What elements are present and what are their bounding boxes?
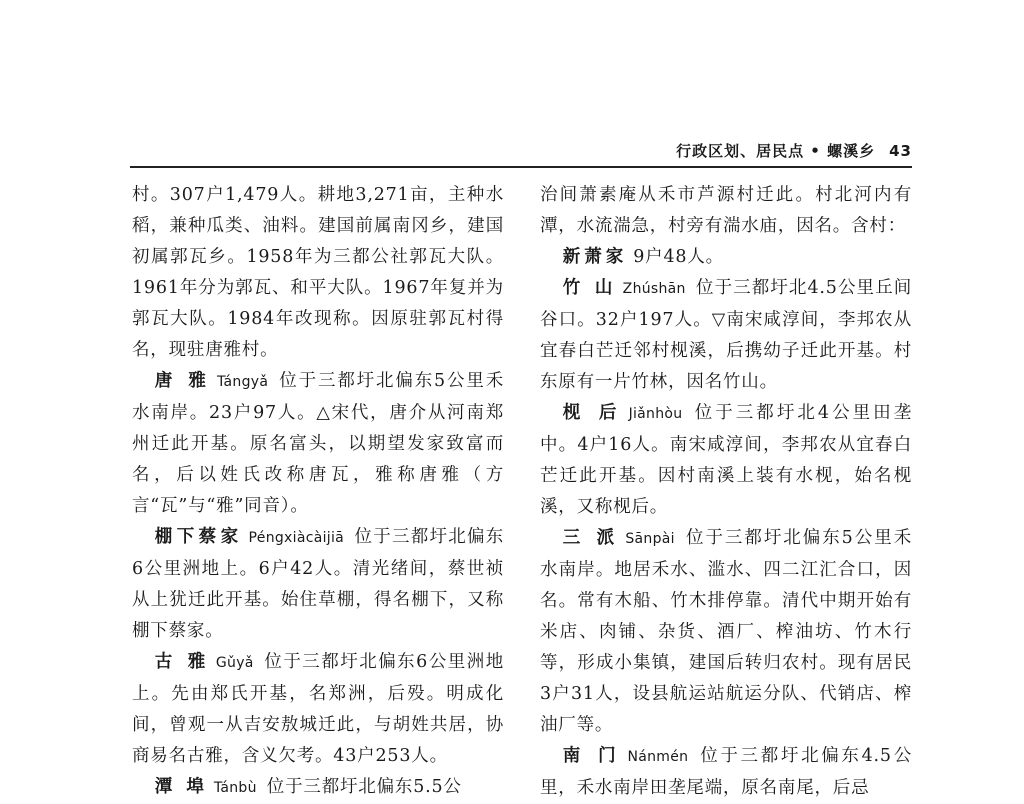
entry-pengxia-caijia	[132, 522, 504, 647]
place-pinyin: Tángyǎ	[216, 374, 269, 390]
place-name: 唐 雅	[154, 371, 211, 391]
entry-sanpai	[540, 523, 912, 741]
entry-text: 位于三都圩北偏东6公里洲地上。6户42人。清光绪间，蔡世祯从上犹迁此开基。始住草棚，得名棚下，又称棚下蔡家。	[132, 527, 504, 641]
entry-text: 位于三都圩北偏东6公里洲地上。先由郑氏开基，名郑洲，后殁。明成化间，曾观一从吉安敖城迁此，与胡姓共居，协商易名古雅，含义欠考。43户253人。	[132, 652, 504, 766]
entry-text: 位于三都圩北偏东4.5公里，禾水南岸田垄尾端，原名南尾，后忌	[540, 746, 912, 798]
place-name: 古 雅	[154, 652, 210, 672]
entry-text: 位于三都圩北4.5公里丘间谷口。32户197人。▽南宋咸淳间，李邦农从宜春白芒迁邻村枧溪，后携幼子迁此开基。村东原有一片竹林，因名竹山。	[540, 278, 912, 392]
entry-text: 位于三都圩北偏东5.5公	[266, 777, 462, 797]
entry-nanmen	[540, 741, 912, 804]
entry-tangya	[132, 366, 504, 522]
place-pinyin: Jiǎnhòu	[628, 406, 683, 422]
place-name: 三 派	[562, 528, 620, 548]
entry-text: 9户48人。	[633, 247, 724, 267]
right-column	[540, 180, 913, 798]
entry-text: 位于三都圩北偏东5公里禾水南岸。23户97人。△宋代，唐介从河南郑州迁此开基。原名富头，以期望发家致富而名，后以姓氏改称唐瓦，雅称唐雅（方言“瓦”与“雅”同音）。	[132, 371, 505, 516]
entry-text: 位于三都圩北偏东5公里禾水南岸。地居禾水、滥水、四二江汇合口，因名。常有木船、竹木排停靠。清代中期开始有米店、肉铺、杂货、酒厂、榨油坊、竹木行等，形成小集镇，建国后转归农村。现有居民3户31人，设县航运站航运分队、代销店、榨油厂等。	[540, 528, 912, 735]
place-pinyin: Péngxiàcàijiā	[248, 530, 345, 546]
place-name: 枧 后	[562, 403, 623, 423]
running-header	[130, 140, 912, 164]
entry-tanbu	[132, 772, 504, 804]
continuation-paragraph: 村。307户1,479人。耕地3,271亩，主种水稻，兼种瓜类、油料。建国前属南冈乡，建国初属郭瓦乡。1958年为三都公社郭瓦大队。1961年分为郭瓦、和平大队。1967年复并为郭瓦大队。1984年改现称。因原驻郭瓦村得名，现驻唐雅村。	[132, 185, 504, 360]
place-pinyin: Zhúshān	[622, 281, 686, 297]
sub-entry-xinxiaojia	[540, 242, 912, 273]
place-name: 棚下蔡家	[154, 527, 243, 547]
place-name: 新萧家	[562, 247, 628, 267]
entry-guya	[132, 647, 504, 772]
place-name: 竹 山	[562, 278, 617, 298]
entry-jianhou	[540, 398, 912, 523]
entry-text: 位于三都圩北4公里田垄中。4户16人。南宋咸淳间，李邦农从宜春白芒迁此开基。因村南溪上装有水枧，始名枧溪，又称枧后。	[540, 403, 913, 517]
place-pinyin: Tánbù	[213, 780, 257, 796]
place-name: 潭 埠	[154, 777, 208, 797]
running-title: 行政区划、居民点 • 螺溪乡	[676, 142, 876, 160]
left-column	[132, 180, 505, 797]
entry-zhushan	[540, 273, 912, 398]
header-rule	[130, 166, 912, 168]
place-pinyin: Gǔyǎ	[215, 655, 254, 671]
continuation-paragraph: 治间萧素庵从禾市芦源村迁此。村北河内有潭，水流湍急，村旁有湍水庙，因名。含村：	[540, 185, 912, 236]
place-pinyin: Sānpài	[625, 531, 675, 547]
place-pinyin: Nánmén	[627, 749, 689, 765]
place-name: 南 门	[562, 746, 622, 766]
page-number: 43	[889, 142, 912, 160]
